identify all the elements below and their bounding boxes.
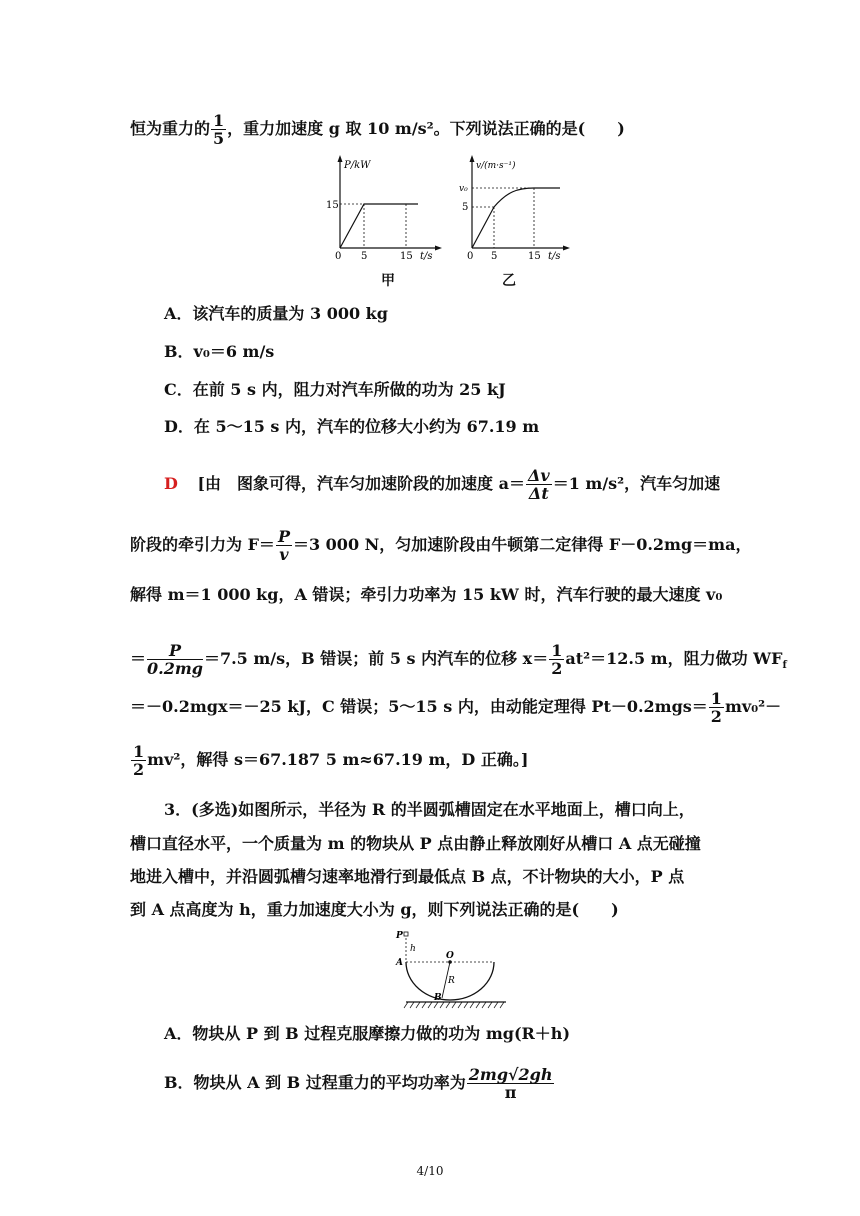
label-p: P [396,931,403,941]
label-o: O [446,951,454,961]
x-tick-0: 0 [467,251,474,262]
answer-text: 阶段的牵引力为 F＝ [130,535,275,554]
q3-line-2: 槽口直径水平，一个质量为 m 的物块从 P 点由静止释放刚好从槽口 A 点无碰撞 [130,834,701,853]
fraction-half [709,690,724,725]
fraction-numerator: 1 [133,742,145,761]
option-b: B．v₀＝6 m/s [164,342,275,361]
power-time-graph [318,152,444,262]
fraction-power [467,1066,555,1101]
intro-pre: 恒为重力的 [130,119,211,138]
option-c: C．在前 5 s 内，阻力对汽车所做的功为 25 kJ [164,380,506,399]
fraction-numerator: 1 [710,689,722,708]
answer-text: ＝3 000 N，匀加速阶段由牛顿第二定律得 F－0.2mg＝ma， [292,535,752,554]
answer-text: mv²，解得 s＝67.187 5 m≈67.19 m，D 正确。] [147,750,529,769]
fraction-denominator: 2 [133,760,145,779]
option-text: B．物块从 A 到 B 过程重力的平均功率为 [164,1073,466,1092]
fraction-denominator: 5 [213,129,225,148]
q3-line-1: 3．(多选)如图所示，半径为 R 的半圆弧槽固定在水平地面上，槽口向上， [164,800,695,819]
velocity-time-graph [452,152,572,262]
fraction-denominator: 2 [710,707,722,726]
x-tick-15: 15 [528,251,541,262]
label-r: R [448,976,455,986]
answer-text: mv₀²－ [724,697,782,716]
x-tick-5: 5 [361,251,368,262]
x-tick-5: 5 [491,251,498,262]
q3-option-b [164,1066,555,1101]
fraction-numerator: P [277,527,290,546]
semicircle-groove-diagram [386,920,516,1012]
q3-line-4: 到 A 点高度为 h，重力加速度大小为 g，则下列说法正确的是( ) [130,900,619,919]
option-d: D．在 5～15 s 内，汽车的位移大小约为 67.19 m [164,417,540,436]
label-h: h [410,944,416,954]
answer-letter: D [164,474,178,493]
option-a: A．该汽车的质量为 3 000 kg [164,304,388,323]
answer-text: ＝7.5 m/s，B 错误；前 5 s 内汽车的位移 x＝ [203,649,549,668]
y-axis-label: P/kW [344,160,371,171]
fraction-denominator: π [504,1083,517,1102]
x-tick-15: 15 [400,251,413,262]
x-tick-0: 0 [335,251,342,262]
y-axis-label: v/(m·s⁻¹) [476,161,516,171]
x-axis-label: t/s [420,251,433,262]
fraction-denominator: 2 [551,659,563,678]
answer-line-3: 解得 m＝1 000 kg，A 错误；牵引力功率为 15 kW 时，汽车行驶的最大速度 v₀ [130,585,723,604]
fraction-numerator: 1 [551,641,563,660]
answer-text: ＝－0.2mgx＝－25 kJ，C 错误；5～15 s 内，由动能定理得 Pt－0.2mgs＝ [130,697,708,716]
fraction-denominator: v [279,545,289,564]
fraction-numerator: 1 [213,111,225,130]
caption-jia: 甲 [381,273,395,289]
answer-line-1 [164,467,720,502]
subscript-f: f [782,660,787,672]
answer-line-4 [130,642,787,677]
fraction-p-v [276,528,292,563]
fraction-denominator: 0.2mg [147,659,203,678]
fraction-p-02mg [147,642,203,677]
answer-text: ＝1 m/s²，汽车匀加速 [552,474,721,493]
fraction-one-fifth [211,112,226,147]
q3-option-a: A．物块从 P 到 B 过程克服摩擦力做的功为 mg(R＋h) [164,1024,571,1043]
intro-line [130,112,625,147]
fraction-numerator: Δv [527,466,550,485]
intro-post: ，重力加速度 g 取 10 m/s²。下列说法正确的是( ) [227,119,625,138]
fraction-half [131,743,146,778]
answer-text: at²＝12.5 m，阻力做功 WF [565,649,783,668]
fraction-dv-dt [526,467,552,502]
answer-text: ＝ [130,649,147,668]
answer-line-2 [130,528,751,563]
answer-line-5 [130,690,781,725]
x-axis-label: t/s [548,251,561,262]
label-b: B [434,993,442,1003]
fraction-numerator: P [147,642,203,660]
label-a: A [396,958,403,968]
caption-yi: 乙 [502,273,516,289]
y-tick-5: 5 [462,202,469,213]
q3-line-3: 地进入槽中，并沿圆弧槽匀速率地滑行到最低点 B 点，不计物块的大小，P 点 [130,867,685,886]
y-tick-v0: v₀ [459,184,468,194]
answer-line-6 [130,743,528,778]
page-number: 4/10 [416,1164,444,1178]
fraction-numerator: 2mg√2gh [468,1065,553,1084]
answer-text: [由 图象可得，汽车匀加速阶段的加速度 a＝ [197,474,525,493]
fraction-half [549,642,564,677]
y-tick-15: 15 [326,200,339,211]
fraction-denominator: Δt [528,484,549,503]
